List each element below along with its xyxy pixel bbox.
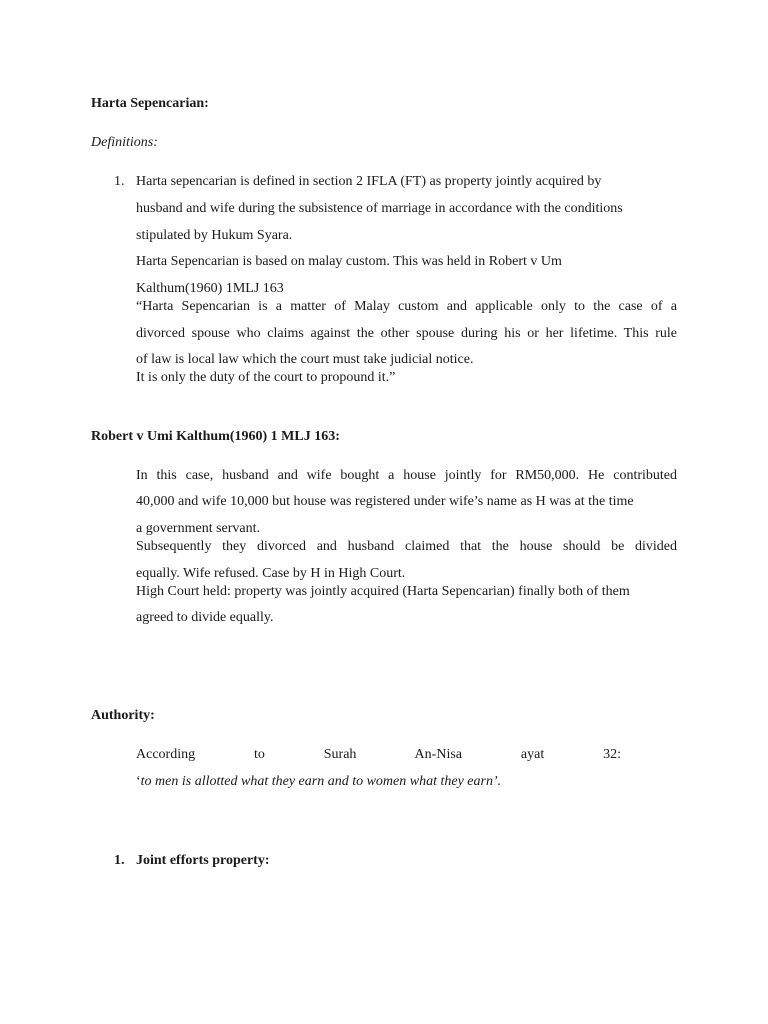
paragraph-line: Kalthum(1960) 1MLJ 163 [136,281,284,296]
section-title: Joint efforts property: [136,853,270,868]
quote-close-mark: ’. [492,774,502,789]
definitions-label: Definitions: [91,135,158,150]
quote-line: “Harta Sepencarian is a matter of Malay custom and applicable only to the case of a [136,299,677,314]
case-line: High Court held: property was jointly acquired (Harta Sepencarian) finally both of them [136,584,630,599]
section-number: 1. [114,853,125,868]
quote-line: divorced spouse who claims against the other spouse during his or her lifetime. This rule [136,326,677,341]
authority-line: According to Surah An-Nisa ayat 32: [136,747,621,762]
page-heading: Harta Sepencarian: [91,96,209,111]
case-line: 40,000 and wife 10,000 but house was registered under wife’s name as H was at the time [136,494,634,509]
quote-line: It is only the duty of the court to propound it.” [136,370,396,385]
case-line: Subsequently they divorced and husband claimed that the house should be divided [136,539,677,554]
paragraph-line: husband and wife during the subsistence of marriage in accordance with the conditions [136,201,623,216]
quote-text: to men is allotted what they earn and to women what they earn [140,774,493,789]
paragraph-line: Harta Sepencarian is based on malay custom. This was held in Robert v Um [136,254,562,269]
quote-line: of law is local law which the court must take judicial notice. [136,352,474,367]
case-title: Robert v Umi Kalthum(1960) 1 MLJ 163: [91,429,340,444]
case-line: agreed to divide equally. [136,610,274,625]
list-number: 1. [114,174,125,189]
case-line: In this case, husband and wife bought a house jointly for RM50,000. He contributed [136,468,677,483]
paragraph-line: Harta sepencarian is defined in section 2 IFLA (FT) as property jointly acquired by [136,174,602,189]
authority-quote [136,773,501,791]
paragraph-line: stipulated by Hukum Syara. [136,228,293,243]
case-line: a government servant. [136,521,261,536]
quote-open-mark: ‘ [136,774,141,789]
authority-title: Authority: [91,708,155,723]
case-line: equally. Wife refused. Case by H in High Court. [136,566,406,581]
